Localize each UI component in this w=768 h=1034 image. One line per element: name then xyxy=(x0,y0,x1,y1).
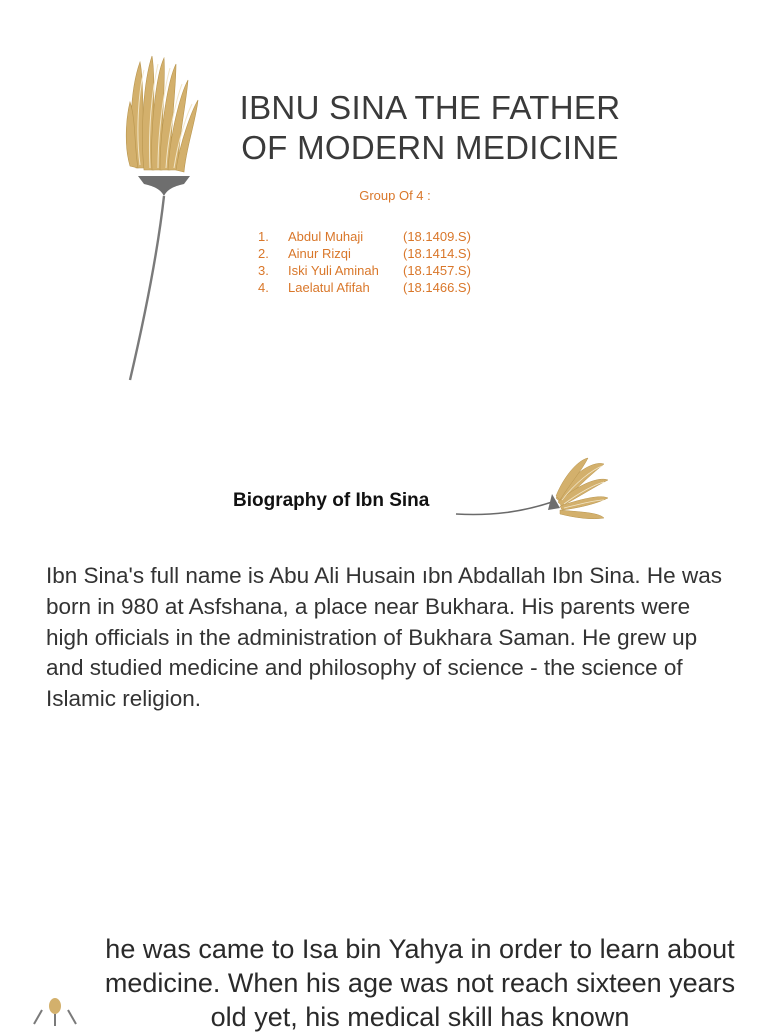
slide-paragraph: he was came to Isa bin Yahya in order to learn about medicine. When his age was not reach sixteen years old yet, his medical skill has known xyxy=(104,934,736,1032)
member-list xyxy=(258,228,471,296)
member-number: 3. xyxy=(258,263,269,278)
title-line-1: IBNU SINA THE FATHER xyxy=(239,89,621,126)
member-name: Iski Yuli Aminah xyxy=(288,263,379,278)
group-label: Group Of 4 : xyxy=(359,188,431,203)
member-name: Laelatul Afifah xyxy=(288,280,370,295)
page-title xyxy=(215,88,645,168)
member-number: 4. xyxy=(258,280,269,295)
member-id: (18.1466.S) xyxy=(403,280,471,295)
biography-paragraph: Ibn Sina's full name is Abu Ali Husain ıbn Abdallah Ibn Sina. He was born in 980 at Asfshana, a place near Bukhara. His parents were high officials in the administration of Bukhara Saman. He grew up and studied medicine and philosophy of science - the science of Islamic religion. xyxy=(46,563,722,712)
member-number: 2. xyxy=(258,246,269,261)
title-line-2: OF MODERN MEDICINE xyxy=(241,129,619,166)
dandelion-flower-icon xyxy=(100,50,230,390)
list-item xyxy=(258,245,471,262)
dandelion-flower-icon xyxy=(28,996,88,1026)
member-name: Ainur Rizqi xyxy=(288,246,351,261)
list-item xyxy=(258,262,471,279)
member-id: (18.1414.S) xyxy=(403,246,471,261)
member-number: 1. xyxy=(258,229,269,244)
section-heading: Biography of Ibn Sina xyxy=(233,490,430,511)
list-item xyxy=(258,228,471,245)
dandelion-flower-icon xyxy=(452,446,622,526)
member-name: Abdul Muhaji xyxy=(288,229,364,244)
member-id: (18.1457.S) xyxy=(403,263,471,278)
member-id: (18.1409.S) xyxy=(403,229,471,244)
list-item xyxy=(258,279,471,296)
